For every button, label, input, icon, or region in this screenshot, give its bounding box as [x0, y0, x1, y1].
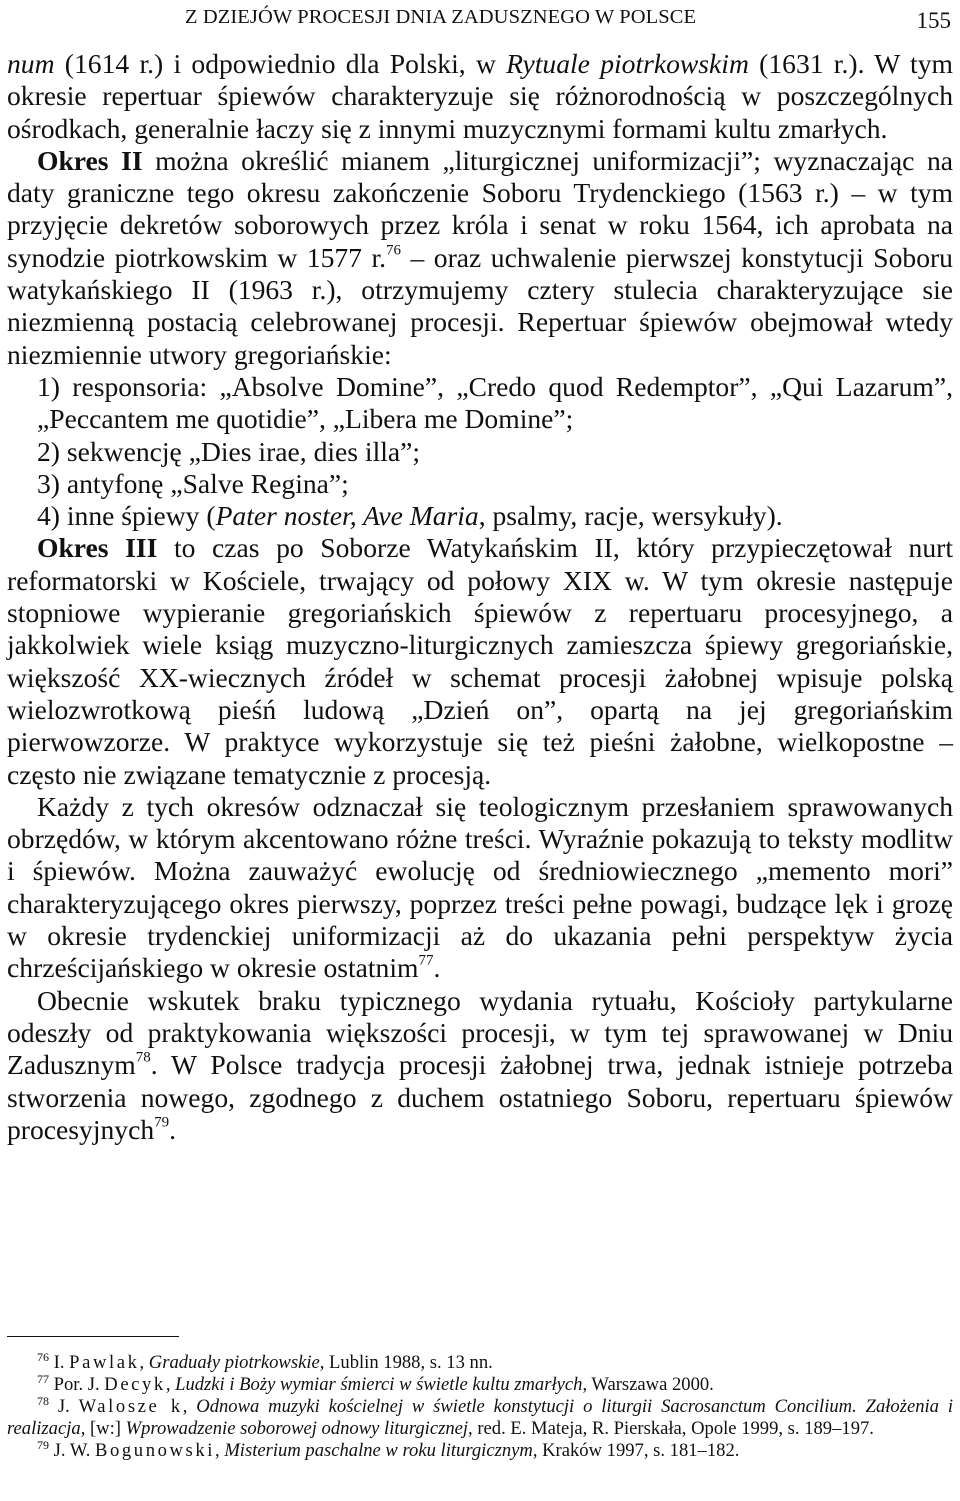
- text-run: (1614 r.) i odpowiednio dla Polski, w: [54, 48, 507, 79]
- author-name: Bogunowski: [95, 1439, 216, 1461]
- author-name: Decyk: [104, 1373, 166, 1395]
- book-page: [7, 0, 953, 1501]
- footnotes: [7, 1349, 953, 1462]
- text-run: , red. E. Mateja, R. Pierskała, Opole 1999, s. 189–197.: [468, 1417, 874, 1439]
- work-title: Odnowa muzyki kościelnej w świetle konstytucji o liturgii Sacrosanctum Concilium. Założenia i realizacja: [7, 1395, 953, 1439]
- footnote-number: 78: [37, 1393, 49, 1408]
- footnote-number: 79: [37, 1437, 49, 1452]
- list-item: 1) responsoria: „Absolve Domine”, „Credo quod Redemptor”, „Qui Lazarum”, „Peccantem me quotidie”, „Libera me Domine”;: [37, 370, 953, 435]
- author-name: Pawlak: [69, 1352, 140, 1373]
- italic-text: num: [7, 48, 55, 79]
- text-run: Każdy z tych okresów odznaczał się teologicznym przesłaniem sprawowanych obrzędów, w którym akcentowano różne treści. Wyraźnie pokazują to teksty modlitw i śpiewów. Można zauważyć ewolucję od średniowiecznego „memento mori” charakteryzującego okres pierwszy, poprzez treści pełne powagi, budzące lęk i grozę w okresie trydenckiej uniformizacji aż do ukazania pełni perspektyw życia chrześcijańskiego w okresie ostatnim: [7, 790, 953, 984]
- text-run: ,: [139, 1352, 149, 1373]
- work-title: Misterium paschalne w roku liturgicznym: [224, 1439, 533, 1461]
- text-run: , Warszawa 2000.: [582, 1373, 714, 1395]
- page-number: 155: [916, 8, 951, 33]
- text-run: – oraz uchwalenie pierwszej konstytucji Soboru watykańskiego II (1963 r.), otrzymujemy cztery stulecia charakteryzujące sie niezmienną postacią celebrowanej procesji. Repertuar śpiewów obejmował wtedy niezmiennie utwory gregoriańskie:: [7, 241, 953, 370]
- list-item: 3) antyfonę „Salve Regina”;: [37, 467, 349, 499]
- text-run: I.: [53, 1352, 70, 1373]
- text-run: (1631 r.). W tym okresie repertuar śpiewów charakteryzuje się różnorodnością w poszczególnych ośrodkach, generalnie łaczy się z innymi muzycznymi formami kultu zmarłych.: [7, 48, 953, 144]
- list-item: 2) sekwencję „Dies irae, dies illa”;: [37, 435, 421, 467]
- footnote-76: [7, 1349, 953, 1374]
- running-head: [7, 6, 953, 36]
- text-run: , [w:]: [80, 1417, 126, 1439]
- footnote-ref[interactable]: 79: [154, 1114, 170, 1131]
- italic-text: Pater noster, Ave Maria: [215, 500, 479, 532]
- footnote-divider: [7, 1336, 179, 1337]
- footnote-ref[interactable]: 77: [418, 952, 434, 969]
- text-run: ,: [165, 1373, 176, 1395]
- text-run: J. W.: [53, 1439, 95, 1461]
- text-run: , psalmy, racje, wersykuły).: [478, 500, 783, 532]
- paragraph-continuation: [7, 48, 953, 145]
- running-title: Z DZIEJÓW PROCESJI DNIA ZADUSZNEGO W POLSCE: [185, 6, 697, 28]
- text-run: to czas po Soborze Watykańskim II, który przypieczętował nurt reformatorski w Kościele, trwający od połowy XIX w. W tym okresie następuje stopniowe wypieranie gregoriańskich śpiewów z repertuaru procesyjnego, a jakkolwiek wiele ksiąg muzyczno-liturgicznych zamieszcza śpiewy gregoriańskie, większość XX-wiecznych źródeł w schemat procesji żałobnej wpisuje polską wielozwrotkową pieśń ludową „Dzień on”, opartą na jej gregoriańskim pierwowzorze. W praktyce wykorzystuje się też pieśni żałobne, wielkopostne – często nie związane tematycznie z procesją.: [7, 532, 953, 790]
- period-heading: Okres II: [37, 144, 143, 176]
- footnote-77: [7, 1371, 953, 1396]
- footnote-number: 77: [37, 1371, 49, 1386]
- text-run: , Lublin 1988, s. 13 nn.: [319, 1352, 493, 1373]
- text-run: .: [433, 952, 441, 984]
- paragraph-present: [7, 985, 953, 1146]
- text-run: Obecnie wskutek braku typicznego wydania rytuału, Kościoły partykularne odeszły od praktykowania większości procesji, w tym tej sprawowanej w Dniu Zadusznym: [7, 984, 953, 1081]
- footnote-78: [7, 1393, 953, 1440]
- author-name: Walosze k: [78, 1395, 183, 1417]
- italic-text: Rytuale piotrkowskim: [506, 48, 749, 79]
- paragraph-okres-3: [7, 532, 953, 790]
- text-run: , Kraków 1997, s. 181–182.: [532, 1439, 740, 1461]
- work-title: Graduały piotrkowskie: [148, 1352, 320, 1373]
- footnote-number: 76: [37, 1349, 49, 1364]
- main-text: [7, 48, 953, 1146]
- footnote-79: [7, 1437, 953, 1462]
- footnote-ref[interactable]: 78: [135, 1049, 151, 1066]
- work-title: Ludzki i Boży wymiar śmierci w świetle kultu zmarłych: [175, 1373, 583, 1395]
- footnote-ref[interactable]: 76: [386, 242, 402, 259]
- paragraph-theology: [7, 791, 953, 985]
- text-run: Por. J.: [53, 1373, 105, 1395]
- work-title: Wprowadzenie soborowej odnowy liturgicznej: [125, 1417, 469, 1439]
- text-run: . W Polsce tradycja procesji żałobnej trwa, jednak istnieje potrzeba stworzenia nowego, zgodnego z duchem ostatniego Soboru, repertuaru śpiewów procesyjnych: [7, 1049, 953, 1145]
- text-run: można określić mianem „liturgicznej uniformizacji”; wyznaczając na daty graniczne tego okresu zakończenie Soboru Trydenckiego (1563 r.) – w tym przyjęcie dekretów soborowych przez króla i senat w roku 1564, ich aprobata na synodzie piotrkowskim w 1577 r.: [7, 144, 954, 273]
- paragraph-okres-2: [7, 145, 953, 371]
- text-run: ,: [182, 1395, 197, 1417]
- list-item: [7, 500, 953, 532]
- period-heading: Okres III: [37, 532, 158, 564]
- text-run: .: [169, 1113, 177, 1145]
- text-run: ,: [215, 1439, 225, 1461]
- text-run: J.: [57, 1395, 79, 1417]
- text-run: 4) inne śpiewy (: [37, 500, 216, 532]
